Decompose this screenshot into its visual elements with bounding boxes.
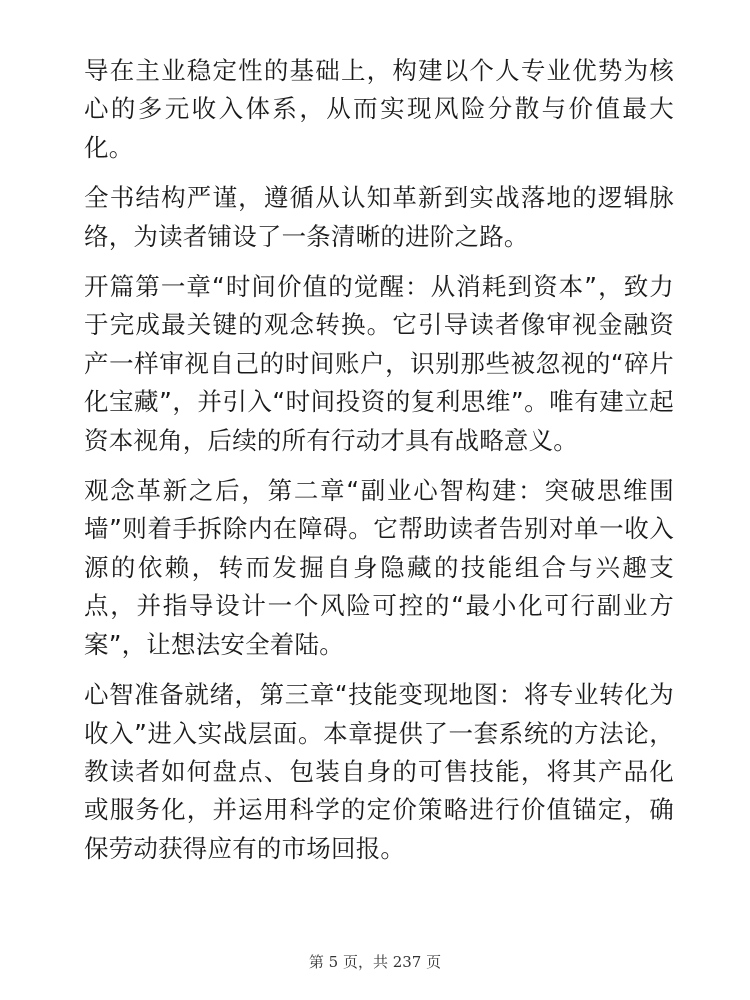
- paragraph: 心智准备就绪，第三章“技能变现地图：将专业转化为收入”进入实战层面。本章提供了一套系统的方法论，教读者如何盘点、包装自身的可售技能，将其产品化或服务化，并运用科学的定价策略进行价值锚定，确保劳动获得应有的市场回报。: [84, 680, 674, 863]
- page-number-footer: 第 5 页，共 237 页: [308, 953, 442, 971]
- paragraph: 开篇第一章“时间价值的觉醒：从消耗到资本”，致力于完成最关键的观念转换。它引导读者像审视金融资产一样审视自己的时间账户，识别那些被忽视的“碎片化宝藏”，并引入“时间投资的复利思维”。唯有建立起资本视角，后续的所有行动才具有战略意义。: [84, 272, 674, 455]
- paragraph: 观念革新之后，第二章“副业心智构建：突破思维围墙”则着手拆除内在障碍。它帮助读者告别对单一收入源的依赖，转而发掘自身隐藏的技能组合与兴趣支点，并指导设计一个风险可控的“最小化可行副业方案”，让想法安全着陆。: [84, 476, 674, 659]
- paragraph: 全书结构严谨，遵循从认知革新到实战落地的逻辑脉络，为读者铺设了一条清晰的进阶之路。: [84, 183, 674, 251]
- paragraph: 导在主业稳定性的基础上，构建以个人专业优势为核心的多元收入体系，从而实现风险分散与价值最大化。: [84, 56, 674, 162]
- body-text: [84, 52, 674, 880]
